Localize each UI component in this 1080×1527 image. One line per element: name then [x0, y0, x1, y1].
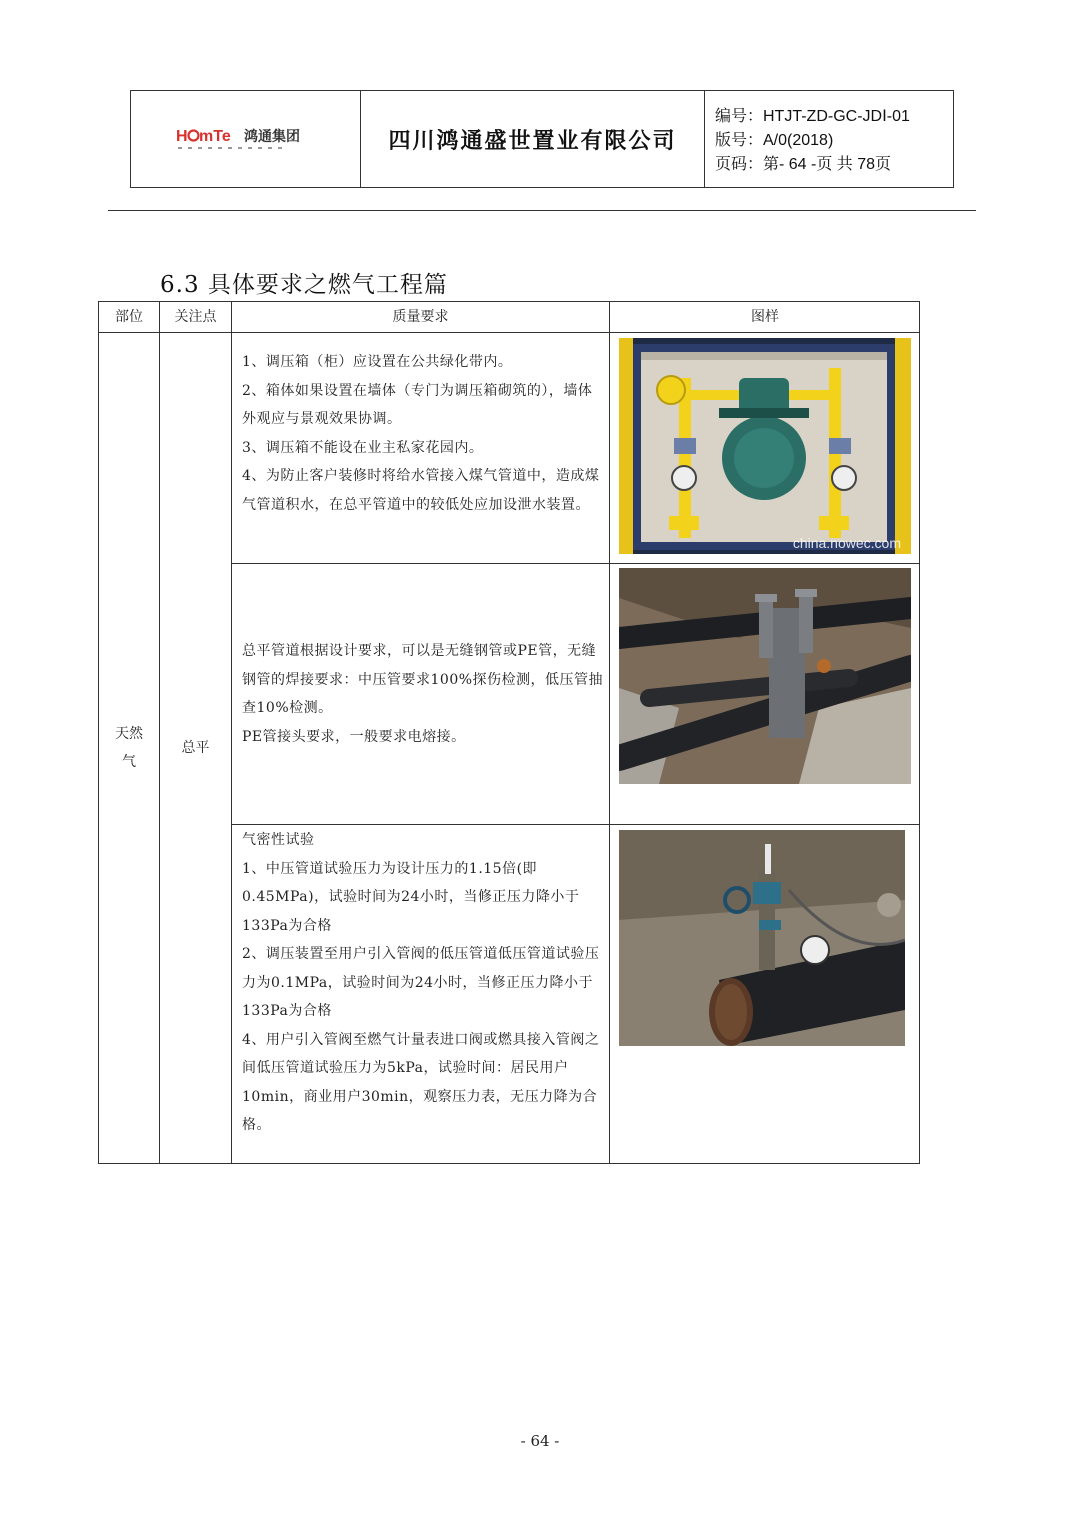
requirement-item: 总平管道根据设计要求，可以是无缝钢管或PE管，无缝钢管的焊接要求：中压管要求100%探伤检测，低压管抽查10%检测。: [242, 643, 604, 716]
requirement-item: 2、箱体如果设置在墙体（专门为调压箱砌筑的），墙体外观应与景观效果协调。: [242, 382, 593, 427]
document-page-info: 页码：第- 64 -页 共 78页: [715, 156, 892, 173]
requirements-row-1: [242, 348, 604, 519]
watermark-text: china.nowec.com: [792, 535, 901, 551]
column-header-focus: 关注点: [174, 309, 217, 325]
header-divider: [108, 210, 976, 211]
pressure-test-photo: [619, 830, 905, 1046]
buried-pipeline-photo: [619, 568, 911, 784]
column-divider: [609, 302, 610, 1163]
requirement-item: 4、为防止客户装修时将给水管接入煤气管道中，造成煤气管道积水，在总平管道中的较低处应加设泄水装置。: [242, 468, 600, 513]
row-divider: [231, 563, 919, 564]
row-divider: [231, 824, 919, 825]
focus-cell: 总平: [181, 740, 210, 756]
document-header: [130, 90, 954, 188]
homte-logo-icon: [176, 124, 316, 154]
part-cell: 天然 气: [115, 726, 143, 770]
svg-text:mTe: mTe: [198, 128, 231, 145]
requirement-item: 1、调压箱（柜）应设置在公共绿化带内。: [242, 354, 513, 370]
column-header-requirements: 质量要求: [392, 309, 449, 325]
requirement-item: 1、中压管道试验压力为设计压力的1.15倍(即0.45MPa)，试验时间为24小时，当修正压力降小于133Pa为合格: [242, 860, 580, 934]
document-code: 编号：HTJT-ZD-GC-JDⅠ-01: [715, 108, 910, 125]
svg-text:H: H: [175, 128, 188, 145]
requirement-item: 2、调压装置至用户引入管阀的低压管道低压管道试验压力为0.1MPa，试验时间为24小时，当修正压力降小于133Pa为合格: [242, 946, 600, 1019]
requirement-item: PE管接头要求，一般要求电熔接。: [242, 728, 466, 745]
requirements-row-2: [242, 637, 604, 751]
requirement-item: 3、调压箱不能设在业主私家花园内。: [242, 439, 484, 456]
requirement-item: 气密性试验: [242, 832, 315, 848]
page-number: - 64 -: [520, 1432, 560, 1450]
column-divider: [159, 302, 160, 1163]
document-meta: [705, 91, 953, 187]
requirement-item: 4、用户引入管阀至燃气计量表进口阀或燃具接入管阀之间低压管道试验压力为5kPa，试验时间：居民用户10min，商业用户30min，观察压力表，无压力降为合格。: [242, 1031, 600, 1133]
company-name: 四川鸿通盛世置业有限公司: [361, 91, 705, 187]
column-header-part: 部位: [115, 309, 143, 325]
svg-text:鸿通集团: 鸿通集团: [243, 129, 300, 145]
pressure-regulator-box-photo: [619, 338, 911, 554]
requirements-row-3: [242, 826, 604, 1140]
document-version: 版号：A/0(2018): [715, 132, 834, 149]
header-row-divider: [99, 332, 919, 333]
column-header-illustration: 图样: [751, 309, 779, 325]
column-divider: [231, 302, 232, 1163]
company-logo: [131, 91, 361, 187]
section-title: 6.3 具体要求之燃气工程篇: [160, 272, 448, 298]
requirements-table: [98, 301, 920, 1164]
